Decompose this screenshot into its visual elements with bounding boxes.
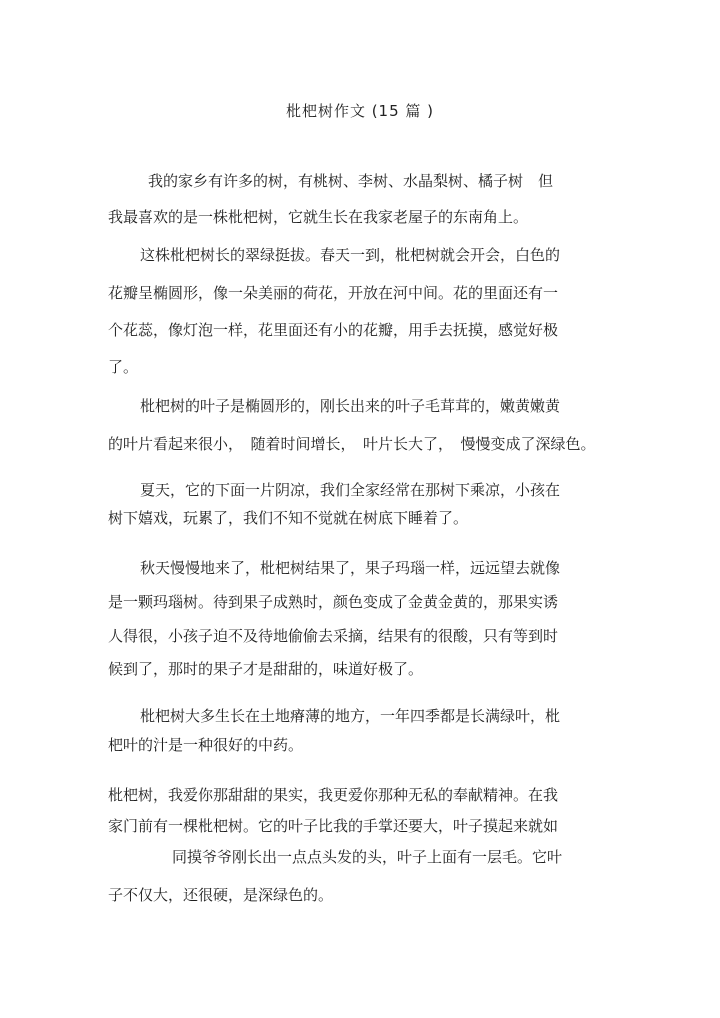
- text-line: 枇杷树，我爱你那甜甜的果实，我更爱你那种无私的奉献精神。在我: [108, 786, 559, 804]
- text-line: 这株枇杷树长的翠绿挺拔。春天一到，枇杷树就会开会，白色的: [140, 246, 561, 264]
- text-line: 子不仅大，还很硬，是深绿色的。: [108, 886, 334, 904]
- text-line: 花瓣呈椭圆形，像一朵美丽的荷花，开放在河中间。花的里面还有一: [108, 284, 559, 302]
- text-line: 我最喜欢的是一株枇杷树，它就生长在我家老屋子的东南角上。: [108, 208, 529, 226]
- text-line: 枇杷树大多生长在土地瘠薄的地方，一年四季都是长满绿叶，枇: [140, 707, 561, 725]
- text-line: 的叶片看起来很小， 随着时间增长， 叶片长大了， 慢慢变成了深绿色。: [108, 435, 596, 453]
- document-title: 枇杷树作文 (15 篇 ): [285, 102, 435, 120]
- text-line: 家门前有一棵枇杷树。它的叶子比我的手掌还要大，叶子摸起来就如: [108, 817, 559, 835]
- text-line: 夏天，它的下面一片阴凉，我们全家经常在那树下乘凉，小孩在: [140, 481, 561, 499]
- text-line: 杷叶的汁是一种很好的中药。: [108, 736, 304, 754]
- text-line: 同摸爷爷刚长出一点点头发的头，叶子上面有一层毛。它叶: [172, 848, 563, 866]
- text-line: 秋天慢慢地来了，枇杷树结果了，果子玛瑙一样，远远望去就像: [140, 559, 561, 577]
- text-line: 人得很，小孩子迫不及待地偷偷去采摘，结果有的很酸，只有等到时: [108, 627, 559, 645]
- text-line: 我的家乡有许多的树，有桃树、李树、水晶梨树、橘子树 但: [148, 172, 554, 190]
- text-line: 树下嬉戏，玩累了，我们不知不觉就在树底下睡着了。: [108, 509, 469, 527]
- text-line: 了。: [108, 358, 139, 376]
- text-line: 个花蕊，像灯泡一样，花里面还有小的花瓣，用手去抚摸，感觉好极: [108, 321, 559, 339]
- text-line: 候到了，那时的果子才是甜甜的，味道好极了。: [108, 660, 424, 678]
- text-line: 枇杷树的叶子是椭圆形的，刚长出来的叶子毛茸茸的，嫩黄嫩黄: [140, 397, 561, 415]
- text-line: 是一颗玛瑙树。待到果子成熟时，颜色变成了金黄金黄的，那果实诱: [108, 593, 559, 611]
